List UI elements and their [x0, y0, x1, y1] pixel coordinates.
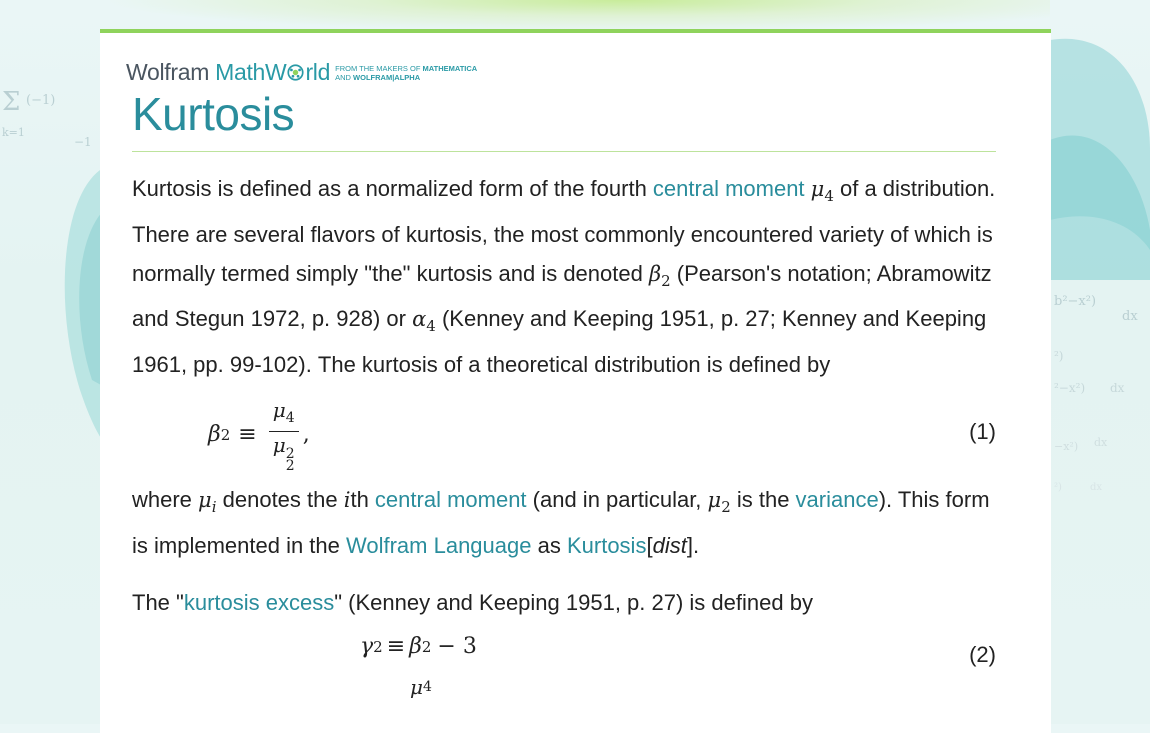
- svg-text:(−1): (−1): [26, 93, 56, 108]
- eq2-beta-sub: 2: [421, 638, 432, 657]
- logo-mathworld-part-b: rld: [305, 59, 331, 85]
- text: th: [350, 486, 375, 512]
- svg-text:dx: dx: [1094, 436, 1108, 449]
- article-card: [100, 29, 1051, 733]
- math-mu2: [707, 487, 731, 516]
- eq1-lhs: β: [208, 422, 221, 448]
- math-symbol: μ: [810, 177, 825, 201]
- math-subscript: 4: [426, 317, 436, 336]
- math-beta2: [648, 261, 671, 290]
- paragraph-excess: [132, 584, 1002, 623]
- tagline-wolframalpha: WOLFRAM|ALPHA: [353, 72, 421, 82]
- title-divider: [132, 151, 996, 152]
- svg-text:dx: dx: [1090, 482, 1103, 493]
- globe-icon: [287, 64, 304, 81]
- svg-text:−x²): −x²): [1054, 440, 1079, 453]
- paragraph-where: [132, 481, 1002, 566]
- text: ].: [686, 532, 700, 558]
- svg-text:²−x²): ²−x²): [1054, 381, 1086, 395]
- den-sup: 2: [285, 445, 295, 462]
- eq2-gamma-sub: 2: [373, 638, 383, 657]
- eq1-comma: ,: [302, 422, 310, 448]
- math-subscript: 2: [661, 271, 671, 290]
- svg-text:Σ: Σ: [2, 87, 21, 117]
- logo-mathworld-part-a: MathW: [215, 59, 287, 85]
- math-mui: [198, 487, 217, 516]
- eq1-fraction: [269, 399, 299, 472]
- svg-text:dx: dx: [1122, 309, 1138, 324]
- header-glow: [100, 0, 1050, 32]
- eq2-beta: β: [409, 634, 422, 660]
- paragraph-definition: [132, 170, 1002, 385]
- svg-text:²): ²): [1054, 482, 1062, 493]
- logo-mathworld-text: [215, 59, 330, 86]
- link-variance[interactable]: variance: [795, 486, 879, 512]
- dist-argument: dist: [652, 532, 687, 558]
- link-central-moment[interactable]: central moment: [652, 176, 805, 201]
- math-mu4: [810, 177, 834, 205]
- text: [: [646, 532, 653, 558]
- logo-tagline: [335, 64, 477, 82]
- text: as: [531, 532, 567, 558]
- svg-text:dx: dx: [1110, 381, 1125, 395]
- tagline-mathematica: MATHEMATICA: [422, 63, 478, 73]
- eq2-equiv: ≡: [386, 634, 406, 660]
- text: denotes the: [216, 486, 344, 512]
- text: (Pearson's notation; Abramowitz and Stegun 1972, p. 928) or: [132, 260, 992, 332]
- link-wolfram-language[interactable]: Wolfram Language: [346, 532, 532, 558]
- link-kurtosis-function[interactable]: Kurtosis: [566, 532, 647, 558]
- equation-2-number: (2): [969, 642, 996, 668]
- text: ). This form is implemented in the: [132, 486, 990, 558]
- text: " (Kenney and Keeping 1951, p. 27) is defined by: [334, 589, 813, 615]
- logo-wolfram-text: Wolfram: [126, 59, 210, 85]
- math-alpha4: [412, 307, 436, 336]
- svg-text:−1: −1: [74, 135, 92, 149]
- den-symbol: μ: [272, 432, 286, 457]
- tagline-line2: AND: [335, 72, 354, 82]
- equation-2-next-line: [410, 668, 432, 707]
- math-symbol: β: [648, 261, 662, 286]
- equation-2: [132, 622, 1002, 702]
- eq2-next-sub: 4: [423, 679, 432, 696]
- math-subscript: 2: [721, 497, 731, 516]
- link-central-moment-2[interactable]: central moment: [374, 486, 527, 512]
- link-kurtosis-excess[interactable]: kurtosis excess: [183, 589, 335, 615]
- background-math-decoration-right: [1050, 20, 1150, 580]
- text: is the: [730, 486, 796, 512]
- eq2-minus-three: − 3: [437, 634, 477, 660]
- eq2-gamma: γ: [360, 634, 374, 660]
- math-subscript: i: [211, 497, 217, 516]
- svg-text:b²−x²): b²−x²): [1054, 294, 1097, 309]
- text: (Kenney and Keeping 1951, p. 27; Kenney and Keeping 1961, pp. 99-102). The kurtosis of a theoretical distribution is defined by: [132, 306, 987, 378]
- text: where: [132, 486, 199, 512]
- mathworld-logo[interactable]: [126, 59, 477, 86]
- den-sub: 2: [285, 457, 295, 474]
- equation-1-number: (1): [969, 418, 996, 444]
- equation-1: [132, 385, 1002, 481]
- svg-text:k=1: k=1: [2, 126, 25, 139]
- background-math-decoration-left: [0, 60, 110, 480]
- math-i: i: [343, 487, 351, 512]
- math-symbol: μ: [707, 487, 722, 512]
- text: of a distribution. There are several flavors of kurtosis, the most commonly encountered variety of which is normally termed simply "the" kurtosis and is denoted: [132, 176, 996, 286]
- eq1-lhs-sub: 2: [220, 426, 231, 445]
- eq1-equiv: ≡: [238, 422, 257, 448]
- equation-2-math: [360, 628, 477, 667]
- text: Kurtosis is defined as a normalized form of the fourth: [132, 176, 653, 201]
- math-subscript: 4: [824, 187, 834, 205]
- svg-text:²): ²): [1054, 349, 1064, 363]
- tagline-line1: FROM THE MAKERS OF: [335, 63, 423, 73]
- text: (and in particular,: [526, 486, 708, 512]
- equation-1-math: [208, 399, 310, 472]
- fraction-bar: [269, 431, 299, 432]
- math-symbol: α: [412, 307, 427, 332]
- eq1-denominator: [273, 434, 295, 472]
- num-symbol: μ: [272, 397, 286, 422]
- num-sub: 4: [285, 409, 295, 426]
- eq2-next-mu: μ: [410, 675, 423, 700]
- article-body: [132, 170, 1002, 702]
- page-title: Kurtosis: [132, 88, 295, 140]
- math-symbol: μ: [198, 487, 212, 512]
- text: The ": [132, 589, 184, 615]
- eq1-numerator: [273, 399, 295, 429]
